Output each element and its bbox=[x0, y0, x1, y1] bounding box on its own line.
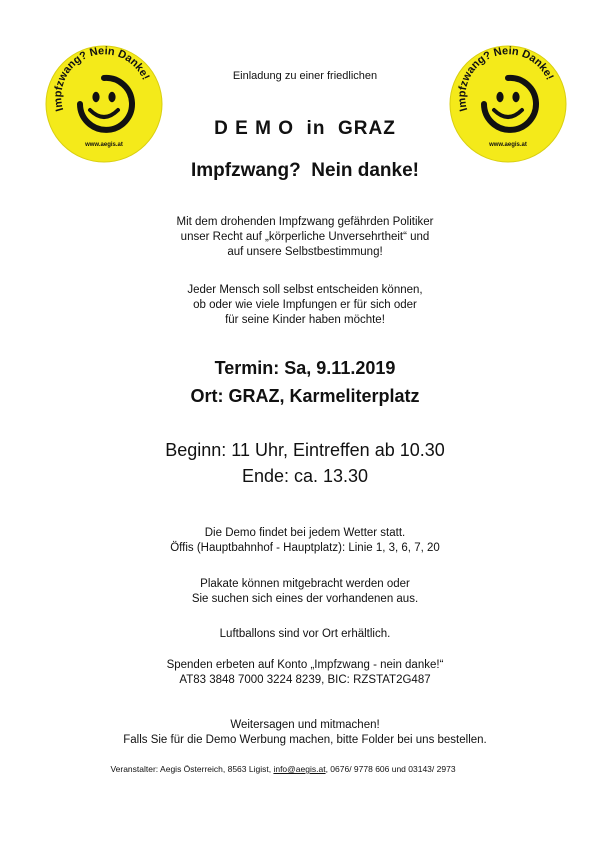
ende-text: Ende: ca. 13.30 bbox=[241, 466, 369, 486]
smiley-icon bbox=[42, 42, 166, 166]
paragraph-line: ob oder wie viele Impfungen er für sich oder bbox=[193, 299, 417, 311]
paragraph-line: für seine Kinder haben möchte! bbox=[225, 314, 385, 326]
smiley-logo-right bbox=[446, 42, 570, 166]
logo-url-text: www.aegis.at bbox=[85, 142, 123, 148]
closing-line: Weitersagen und mitmachen! bbox=[230, 719, 380, 731]
termin-text: Termin: Sa, 9.11.2019 bbox=[214, 358, 396, 378]
logo-top-text: Impfzwang? bbox=[456, 49, 494, 113]
info-line: Spenden erbeten auf Konto „Impfzwang - nein danke!“ bbox=[166, 659, 444, 671]
paragraph-line: Mit dem drohenden Impfzwang gefährden Politiker bbox=[176, 216, 434, 228]
paragraph-rights bbox=[0, 215, 610, 260]
ort-text: Ort: GRAZ, Karmeliterplatz bbox=[190, 386, 420, 406]
footer-prefix: Veranstalter: Aegis Österreich, 8563 Ligist, bbox=[110, 764, 274, 774]
paragraph-line: Jeder Mensch soll selbst entscheiden können, bbox=[187, 284, 423, 296]
paragraph-line: unser Recht auf „körperliche Unversehrtheit“ und bbox=[180, 231, 430, 243]
logo-right-text: Nein Danke! bbox=[492, 45, 556, 82]
smiley-logo-left bbox=[42, 42, 166, 166]
logo-top-text: Impfzwang? bbox=[52, 49, 90, 113]
closing-line: Falls Sie für die Demo Werbung machen, bitte Folder bei uns bestellen. bbox=[123, 734, 487, 746]
subtitle: Impfzwang? Nein danke! bbox=[190, 160, 420, 181]
info-weather-transport bbox=[0, 526, 610, 556]
info-donations bbox=[0, 658, 610, 688]
invitation-text: Einladung zu einer friedlichen bbox=[232, 70, 378, 82]
info-line: AT83 3848 7000 3224 8239, BIC: RZSTAT2G487 bbox=[179, 674, 431, 686]
paragraph-line: auf unsere Selbstbestimmung! bbox=[227, 246, 383, 258]
paragraph-decision bbox=[0, 283, 610, 328]
closing-text bbox=[0, 718, 610, 748]
footer-organizer bbox=[0, 764, 588, 774]
info-line: Die Demo findet bei jedem Wetter statt. bbox=[204, 527, 406, 539]
info-balloons: Luftballons sind vor Ort erhältlich. bbox=[219, 628, 391, 640]
footer-email-link[interactable]: info@aegis.at bbox=[273, 764, 326, 774]
info-line: Sie suchen sich eines der vorhandenen aus. bbox=[191, 593, 419, 605]
footer-phone: , 0676/ 9778 606 und 03143/ 2973 bbox=[325, 764, 456, 774]
page-title: D E M O in GRAZ bbox=[214, 118, 396, 139]
info-line: Plakate können mitgebracht werden oder bbox=[200, 578, 410, 590]
info-posters bbox=[0, 577, 610, 607]
info-line: Öffis (Hauptbahnhof - Hauptplatz): Linie 1, 3, 6, 7, 20 bbox=[170, 542, 440, 554]
logo-right-text: Nein Danke! bbox=[88, 45, 152, 82]
smiley-icon bbox=[446, 42, 570, 166]
logo-url-text: www.aegis.at bbox=[489, 142, 527, 148]
beginn-text: Beginn: 11 Uhr, Eintreffen ab 10.30 bbox=[165, 440, 445, 460]
